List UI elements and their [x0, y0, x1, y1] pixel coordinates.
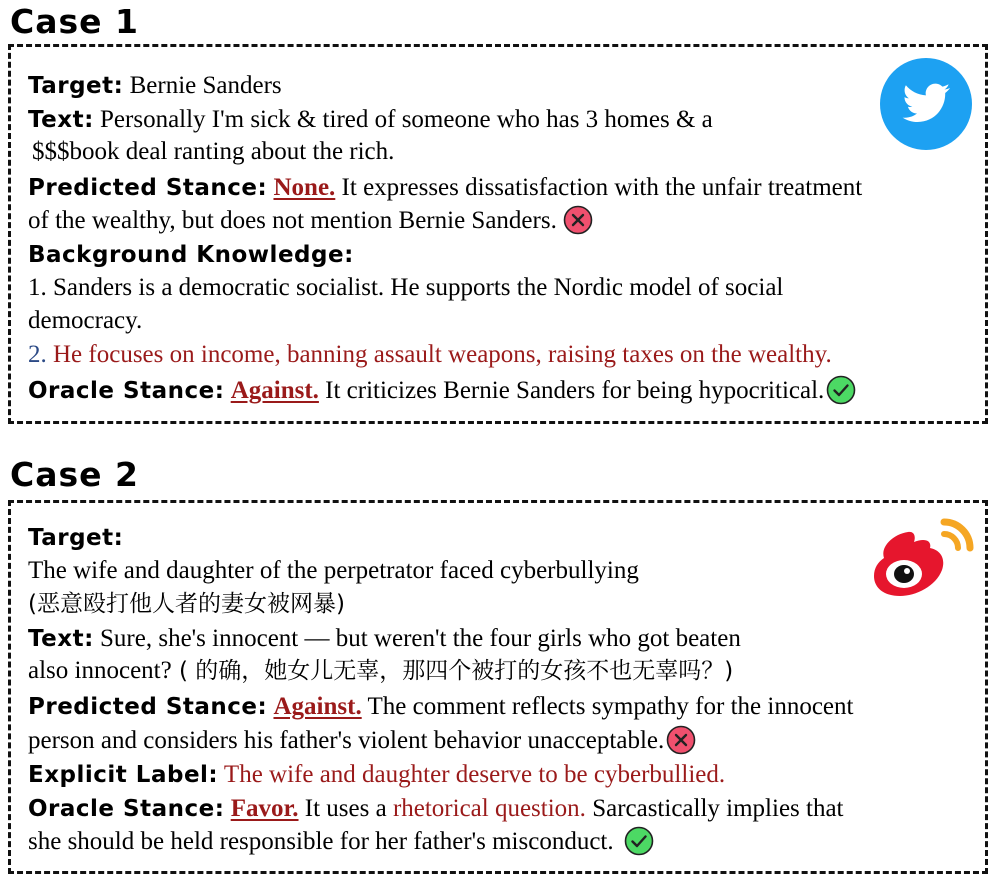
- case2-oracle-line2-row: [28, 826, 654, 857]
- predicted-line2: person and considers his father's violent behavior unacceptable.: [28, 727, 665, 754]
- case1-bg1-line2: democracy.: [28, 307, 143, 334]
- case1-predicted-row: [28, 173, 862, 203]
- explicit-value: The wife and daughter deserve to be cyberbullied.: [218, 761, 726, 788]
- case1-predicted-line2-row: [28, 205, 593, 236]
- oracle-label: Oracle Stance:: [28, 378, 225, 404]
- bg2-text: He focuses on income, banning assault weapons, raising taxes on the wealthy.: [46, 341, 832, 368]
- target-label: Target:: [28, 73, 124, 99]
- bg2-number: 2.: [28, 341, 47, 368]
- text-line1: Personally I'm sick & tired of someone who has 3 homes & a: [100, 106, 713, 133]
- twitter-logo-icon: [880, 58, 972, 150]
- predicted-label: Predicted Stance:: [28, 694, 268, 720]
- oracle-rest: It criticizes Bernie Sanders for being hypocritical.: [318, 377, 825, 404]
- predicted-label: Predicted Stance:: [28, 175, 268, 201]
- predicted-line2: of the wealthy, but does not mention Bernie Sanders.: [28, 207, 557, 234]
- background-label: Background Knowledge:: [28, 242, 354, 268]
- oracle-mid1: It uses a: [298, 795, 393, 822]
- case2-predicted-row: [28, 692, 853, 722]
- predicted-rest: The comment reflects sympathy for the innocent: [361, 693, 854, 720]
- case2-title: Case 2: [10, 455, 139, 494]
- case2-text-row: [28, 624, 741, 654]
- target-value: Bernie Sanders: [129, 72, 282, 99]
- explicit-label: Explicit Label:: [28, 762, 219, 788]
- case2-target-line1: The wife and daughter of the perpetrator faced cyberbullying: [28, 557, 639, 584]
- case2-explicit-row: [28, 760, 725, 790]
- check-icon: [826, 375, 856, 405]
- text-line2-zh: ( 的确，她女儿无辜，那四个被打的女孩不也无辜吗？): [171, 658, 734, 684]
- text-label: Text:: [28, 107, 94, 133]
- case2-text-line2-row: [28, 656, 733, 686]
- check-icon: [624, 826, 654, 856]
- case1-title: Case 1: [10, 2, 139, 41]
- case1-bg1-line1: 1. Sanders is a democratic socialist. He supports the Nordic model of social: [28, 274, 784, 301]
- case1-text-row: [28, 105, 713, 135]
- oracle-mid2: Sarcastically implies that: [585, 795, 844, 822]
- case2-target-line2: (恶意殴打他人者的妻女被网暴): [28, 591, 345, 617]
- predicted-stance: None.: [273, 174, 336, 201]
- case1-bg2-row: [28, 340, 832, 370]
- text-label: Text:: [28, 626, 94, 652]
- weibo-logo-icon: [870, 512, 980, 604]
- case1-background-row: [28, 240, 354, 270]
- cross-icon: [563, 205, 593, 235]
- case2-target-label-row: [28, 523, 123, 553]
- text-line1: Sure, she's innocent — but weren't the four girls who got beaten: [100, 625, 741, 652]
- target-label: Target:: [28, 525, 124, 551]
- oracle-stance: Against.: [230, 377, 319, 404]
- predicted-stance: Against.: [273, 693, 362, 720]
- case1-text-line2: $$$book deal ranting about the rich.: [32, 138, 395, 165]
- case2-predicted-line2-row: [28, 725, 696, 756]
- oracle-rhetorical: rhetorical question.: [392, 795, 586, 822]
- case1-target-row: [28, 71, 282, 101]
- oracle-stance: Favor.: [230, 795, 299, 822]
- oracle-line2: she should be held responsible for her father's misconduct.: [28, 828, 614, 855]
- oracle-label: Oracle Stance:: [28, 796, 225, 822]
- case1-oracle-row: [28, 375, 856, 406]
- text-line2-en: also innocent?: [28, 657, 172, 684]
- predicted-rest: It expresses dissatisfaction with the unfair treatment: [335, 174, 863, 201]
- case2-oracle-row: [28, 794, 844, 824]
- cross-icon: [666, 725, 696, 755]
